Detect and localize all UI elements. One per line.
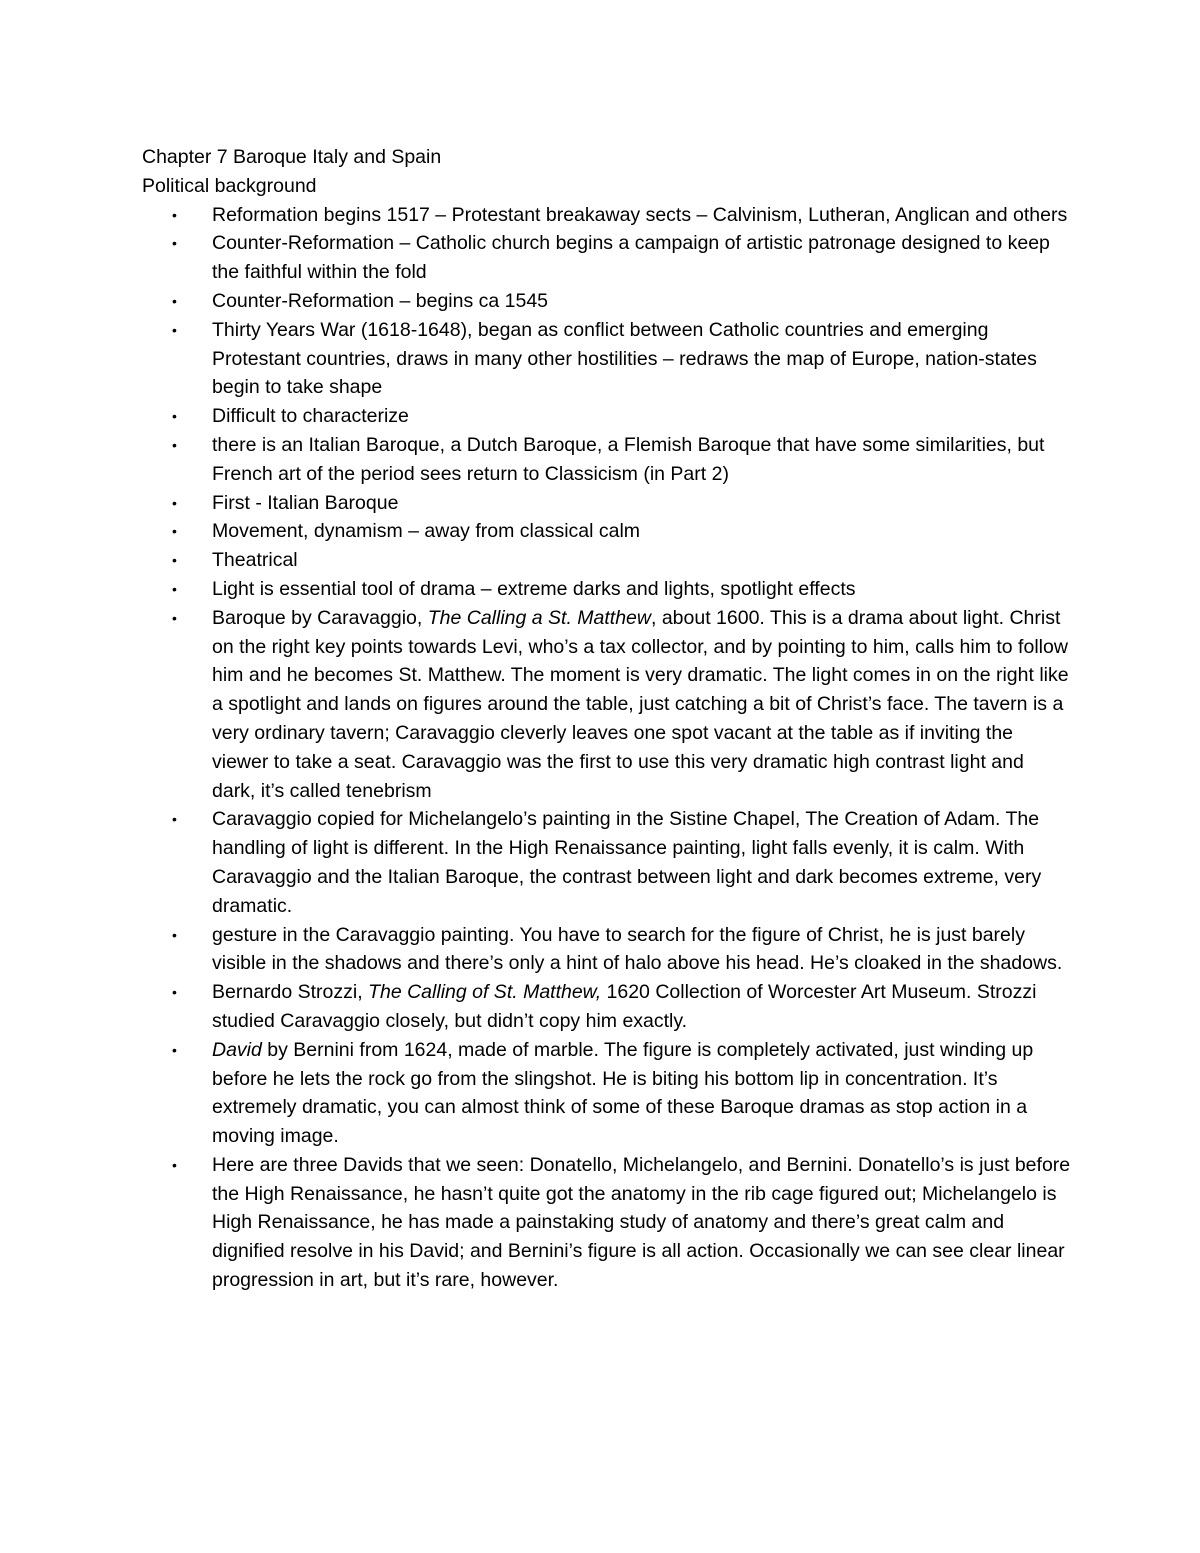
- bullet-text: [212, 578, 855, 600]
- bullet-text: [212, 520, 640, 542]
- document-body: [142, 143, 1072, 1295]
- bullet-marker: •: [172, 1156, 177, 1173]
- bullet-text: [212, 405, 409, 427]
- bullet-text-run: there is an Italian Baroque, a Dutch Baroque, a Flemish Baroque that have some similarities, but French art of the period sees return to Classicism (in Part 2): [212, 433, 1045, 485]
- bullet-text-run: by Bernini from 1624, made of marble. The figure is completely activated, just winding up before he lets the rock go from the slingshot. He is biting his bottom lip in concentration. It’s extremely dramatic, you can almost think of some of these Baroque dramas as stop action in a moving image.: [212, 1038, 1034, 1148]
- bullet-item: [142, 201, 1072, 230]
- bullet-text-run: First - Italian Baroque: [212, 491, 399, 514]
- bullet-marker: •: [172, 321, 177, 338]
- italic-title-text: The Calling a St. Matthew: [427, 606, 651, 629]
- bullet-text-run: 1620 Collection of Worcester Art Museum. Strozzi studied Caravaggio closely, but didn’t copy him exactly.: [212, 981, 1037, 1032]
- bullet-item: [142, 229, 1072, 287]
- bullet-text: [212, 981, 1036, 1032]
- bullet-text: [212, 492, 398, 514]
- bullet-text-run: Difficult to characterize: [212, 405, 409, 428]
- bullet-item: [142, 546, 1072, 575]
- bullet-item: [142, 316, 1072, 402]
- bullet-text-run: , about 1600. This is a drama about light. Christ on the right key points towards Levi, who’s a tax collector, and by pointing to him, calls him to follow him and he becomes St. Matthew. The moment is very dramatic. The light comes in on the right like a spotlight and lands on figures around the table, just catching a bit of Christ’s face. The tavern is a very ordinary tavern; Caravaggio cleverly leaves one spot vacant at the table as if inviting the viewer to take a seat. Caravaggio was the first to use this very dramatic high contrast light and dark, it’s called tenebrism: [212, 606, 1069, 802]
- bullet-marker: •: [172, 609, 177, 626]
- bullet-item: [142, 489, 1072, 518]
- bullet-text: [212, 607, 1069, 802]
- bullet-item: [142, 287, 1072, 316]
- bullet-text-run: Bernardo Strozzi,: [212, 981, 369, 1004]
- bullet-text-run: gesture in the Caravaggio painting. You have to search for the figure of Christ, he is just barely visible in the shadows and there’s only a hint of halo above his head. He’s cloaked in the shadows.: [212, 923, 1063, 975]
- bullet-marker: •: [172, 408, 177, 425]
- bullet-text: [212, 1039, 1033, 1147]
- italic-title-text: The Calling of St. Matthew,: [368, 981, 602, 1004]
- bullet-marker: •: [172, 811, 177, 828]
- bullet-list: [142, 201, 1072, 1295]
- bullet-text: [212, 434, 1044, 485]
- bullet-marker: •: [172, 494, 177, 511]
- bullet-text-run: Theatrical: [212, 549, 298, 572]
- bullet-item: [142, 604, 1072, 806]
- bullet-text-run: Light is essential tool of drama – extreme darks and lights, spotlight effects: [212, 577, 856, 600]
- bullet-item: [142, 978, 1072, 1036]
- bullet-item: [142, 402, 1072, 431]
- bullet-text-run: Counter-Reformation – begins ca 1545: [212, 289, 549, 312]
- bullet-marker: •: [172, 926, 177, 943]
- bullet-item: [142, 575, 1072, 604]
- bullet-text: [212, 1154, 1070, 1291]
- chapter-title: Chapter 7 Baroque Italy and Spain: [142, 146, 442, 168]
- bullet-text: [212, 808, 1041, 916]
- bullet-text: [212, 549, 298, 571]
- bullet-marker: •: [172, 292, 177, 309]
- bullet-marker: •: [172, 552, 177, 569]
- bullet-text: [212, 924, 1062, 975]
- bullet-marker: •: [172, 580, 177, 597]
- bullet-text: [212, 232, 1050, 283]
- bullet-text-run: Caravaggio copied for Michelangelo’s painting in the Sistine Chapel, The Creation of Adam. The handling of light is different. In the High Renaissance painting, light falls evenly, it is calm. With Caravaggio and the Italian Baroque, the contrast between light and dark becomes extreme, very dramatic.: [212, 808, 1042, 917]
- bullet-marker: •: [172, 206, 177, 223]
- bullet-text: [212, 319, 1037, 399]
- bullet-marker: •: [172, 436, 177, 453]
- bullet-marker: •: [172, 984, 177, 1001]
- bullet-item: [142, 431, 1072, 489]
- bullet-item: [142, 1036, 1072, 1151]
- bullet-item: [142, 1151, 1072, 1295]
- bullet-text-run: Baroque by Caravaggio,: [212, 606, 428, 629]
- bullet-text: [212, 204, 1067, 226]
- bullet-text-run: Counter-Reformation – Catholic church begins a campaign of artistic patronage designed to keep the faithful within the fold: [212, 232, 1050, 284]
- bullet-text-run: Reformation begins 1517 – Protestant breakaway sects – Calvinism, Lutheran, Anglican and others: [212, 203, 1068, 226]
- bullet-item: [142, 517, 1072, 546]
- italic-title-text: David: [212, 1038, 262, 1061]
- bullet-text-run: Here are three Davids that we seen: Donatello, Michelangelo, and Bernini. Donatello’s is just before the High Renaissance, he hasn’t quite got the anatomy in the rib cage figured out; Michelangelo is High Renaissance, he has made a painstaking study of anatomy and there’s great calm and dignified resolve in his David; and Bernini’s figure is all action. Occasionally we can see clear linear progression in art, but it’s rare, however.: [212, 1153, 1071, 1292]
- bullet-marker: •: [172, 523, 177, 540]
- bullet-item: [142, 921, 1072, 979]
- bullet-text-run: Thirty Years War (1618-1648), began as conflict between Catholic countries and emerging Protestant countries, draws in many other hostilities – redraws the map of Europe, nation-states begin to take shape: [212, 318, 1037, 399]
- bullet-marker: •: [172, 235, 177, 252]
- bullet-text: [212, 290, 548, 312]
- bullet-marker: •: [172, 1041, 177, 1058]
- section-heading: Political background: [142, 174, 317, 197]
- bullet-text-run: Movement, dynamism – away from classical calm: [212, 520, 641, 543]
- bullet-item: [142, 805, 1072, 920]
